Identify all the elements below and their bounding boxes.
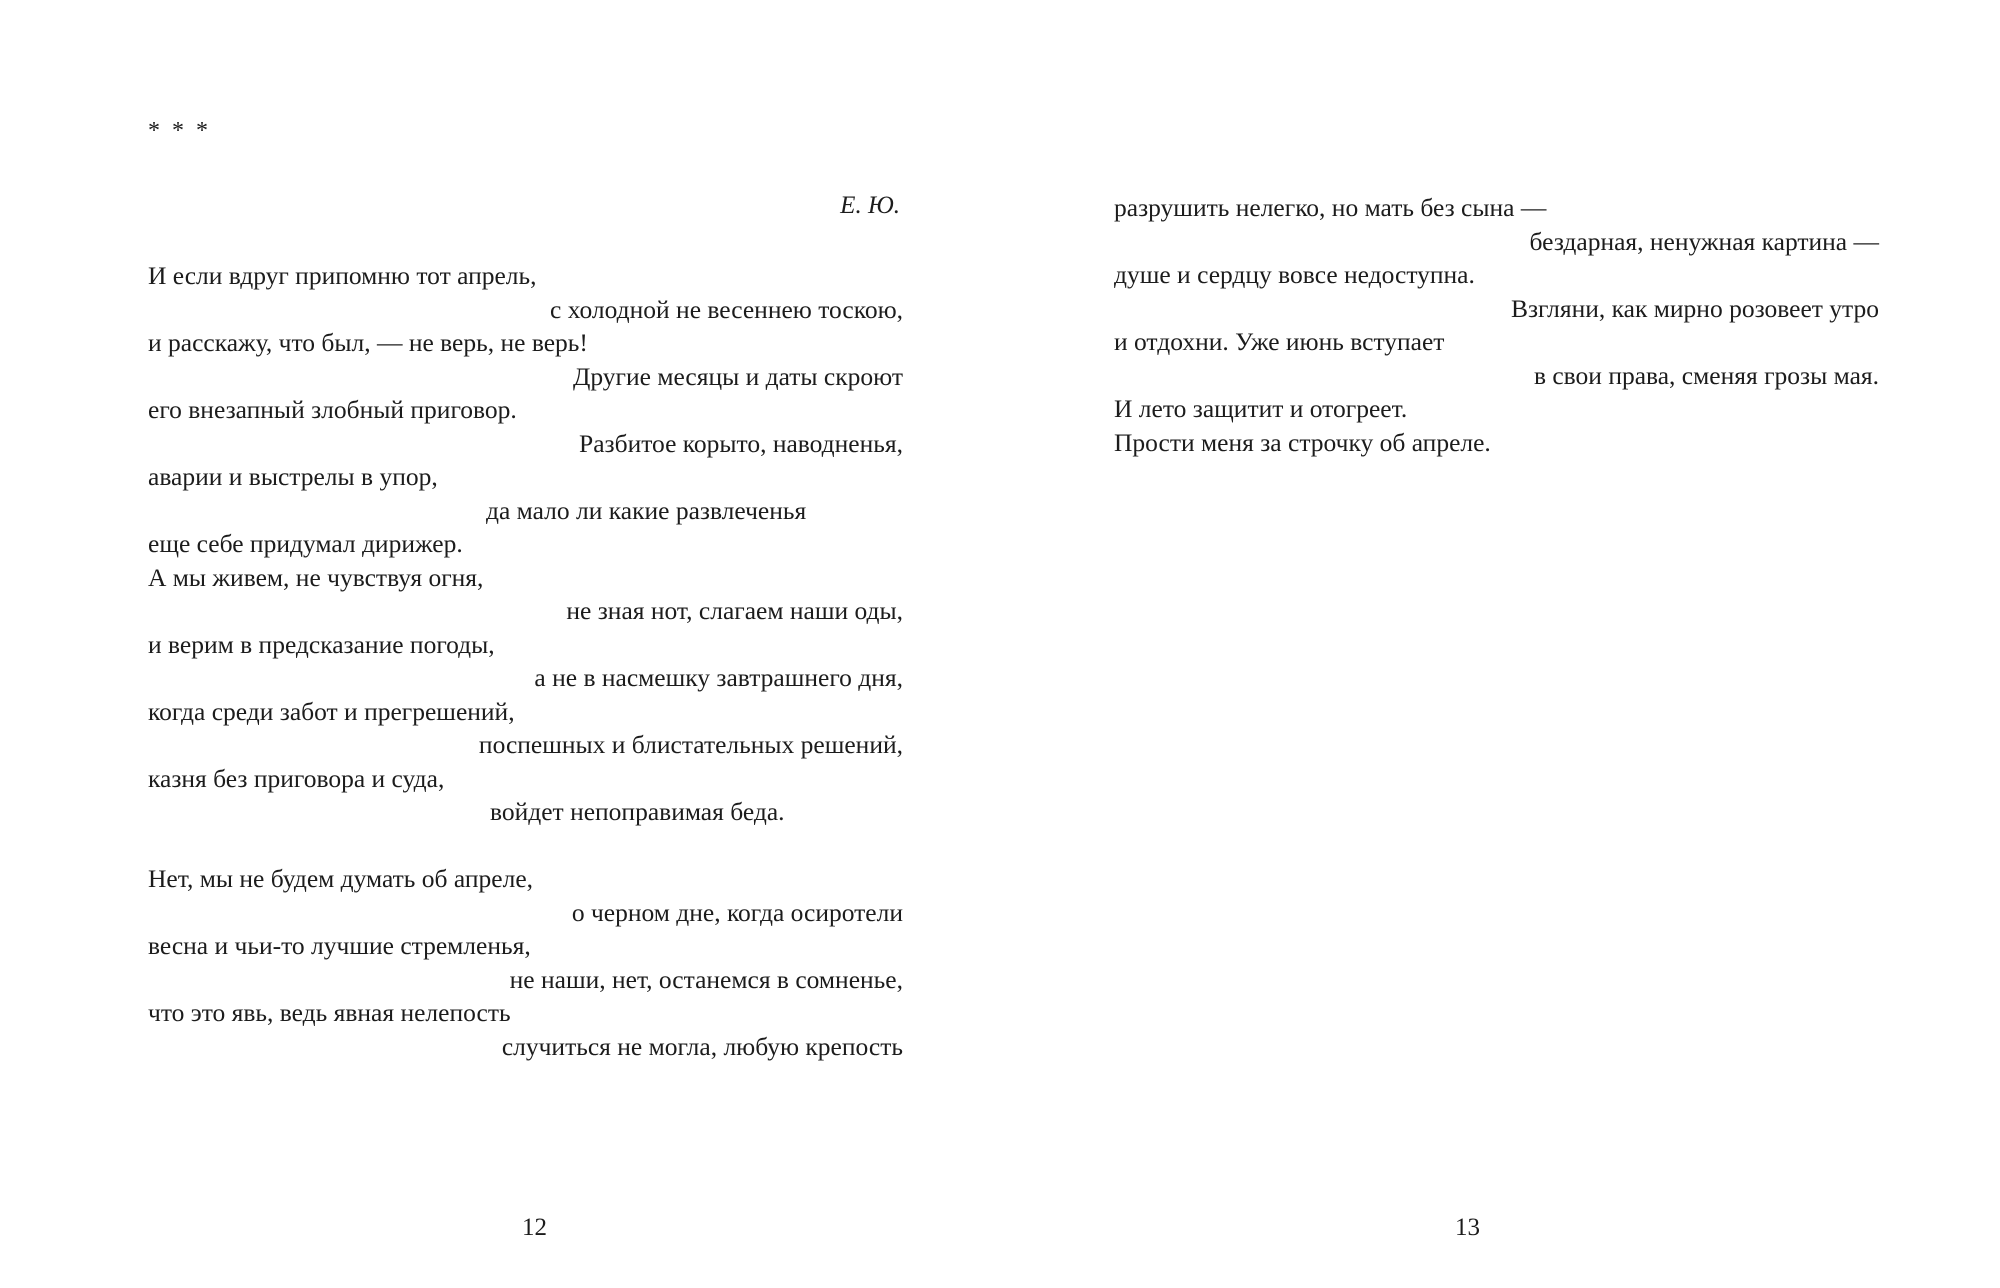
poem-line: когда среди забот и прегрешений, bbox=[148, 696, 515, 726]
poem-line: Прости меня за строчку об апреле. bbox=[1114, 427, 1491, 457]
poem-line: и расскажу, что был, — не верь, не верь! bbox=[148, 328, 588, 357]
poem-line: аварии и выстрелы в упор, bbox=[148, 462, 438, 491]
poem-line: поспешных и блистательных решений, bbox=[478, 730, 903, 759]
poem-line: разрушить нелегко, но мать без сына — bbox=[1114, 193, 1547, 222]
poem-line: да мало ли какие развлеченья bbox=[486, 495, 807, 525]
poem-line: И если вдруг припомню тот апрель, bbox=[148, 261, 537, 290]
poem-line: И лето защитит и отогреет. bbox=[1114, 394, 1408, 423]
poem-line: случиться не могла, любую крепость bbox=[501, 1031, 903, 1061]
poem-line: а не в насмешку завтрашнего дня, bbox=[534, 663, 903, 692]
poem-line: Взгляни, как мирно розовеет утро bbox=[1510, 293, 1879, 323]
poem-line: Другие месяцы и даты скроют bbox=[572, 361, 903, 391]
poem-line: не наши, нет, останемся в сомненье, bbox=[509, 964, 903, 994]
poem-line: его внезапный злобный приговор. bbox=[148, 395, 517, 424]
poem-text-left bbox=[148, 259, 903, 1063]
poem-line: казня без приговора и суда, bbox=[148, 763, 445, 793]
right-page bbox=[1000, 0, 2000, 1288]
poem-line: душе и сердцу вовсе недоступна. bbox=[1114, 260, 1475, 289]
page-number-right: 13 bbox=[1455, 1214, 1480, 1241]
poem-text-right bbox=[1114, 191, 1879, 459]
poem-line: войдет непоправимая беда. bbox=[490, 797, 785, 826]
poem-line: Нет, мы не будем думать об апреле, bbox=[148, 864, 534, 893]
page-number-left: 12 bbox=[522, 1214, 547, 1241]
section-asterisks: * * * bbox=[148, 118, 211, 144]
poem-line: и верим в предсказание погоды, bbox=[148, 629, 495, 659]
poem-line: с холодной не весеннею тоскою, bbox=[550, 294, 903, 324]
poem-line: не зная нот, слагаем наши оды, bbox=[566, 596, 903, 625]
poem-line: Разбитое корыто, наводненья, bbox=[579, 428, 903, 458]
poem-line: весна и чьи-то лучшие стремленья, bbox=[148, 931, 531, 960]
poem-line: о черном дне, когда осиротели bbox=[571, 897, 903, 927]
dedication: Е. Ю. bbox=[840, 192, 900, 219]
poem-line: и отдохни. Уже июнь вступает bbox=[1114, 327, 1445, 356]
poem-line: что это явь, ведь явная нелепость bbox=[148, 998, 511, 1027]
poem-line: в свои права, сменяя грозы мая. bbox=[1533, 360, 1879, 390]
poem-line: еще себе придумал дирижер. bbox=[148, 529, 463, 558]
stanza-break bbox=[148, 829, 903, 863]
poem-line: бездарная, ненужная картина — bbox=[1529, 226, 1879, 256]
poem-line: А мы живем, не чувствуя огня, bbox=[148, 562, 484, 592]
left-page bbox=[0, 0, 990, 1288]
